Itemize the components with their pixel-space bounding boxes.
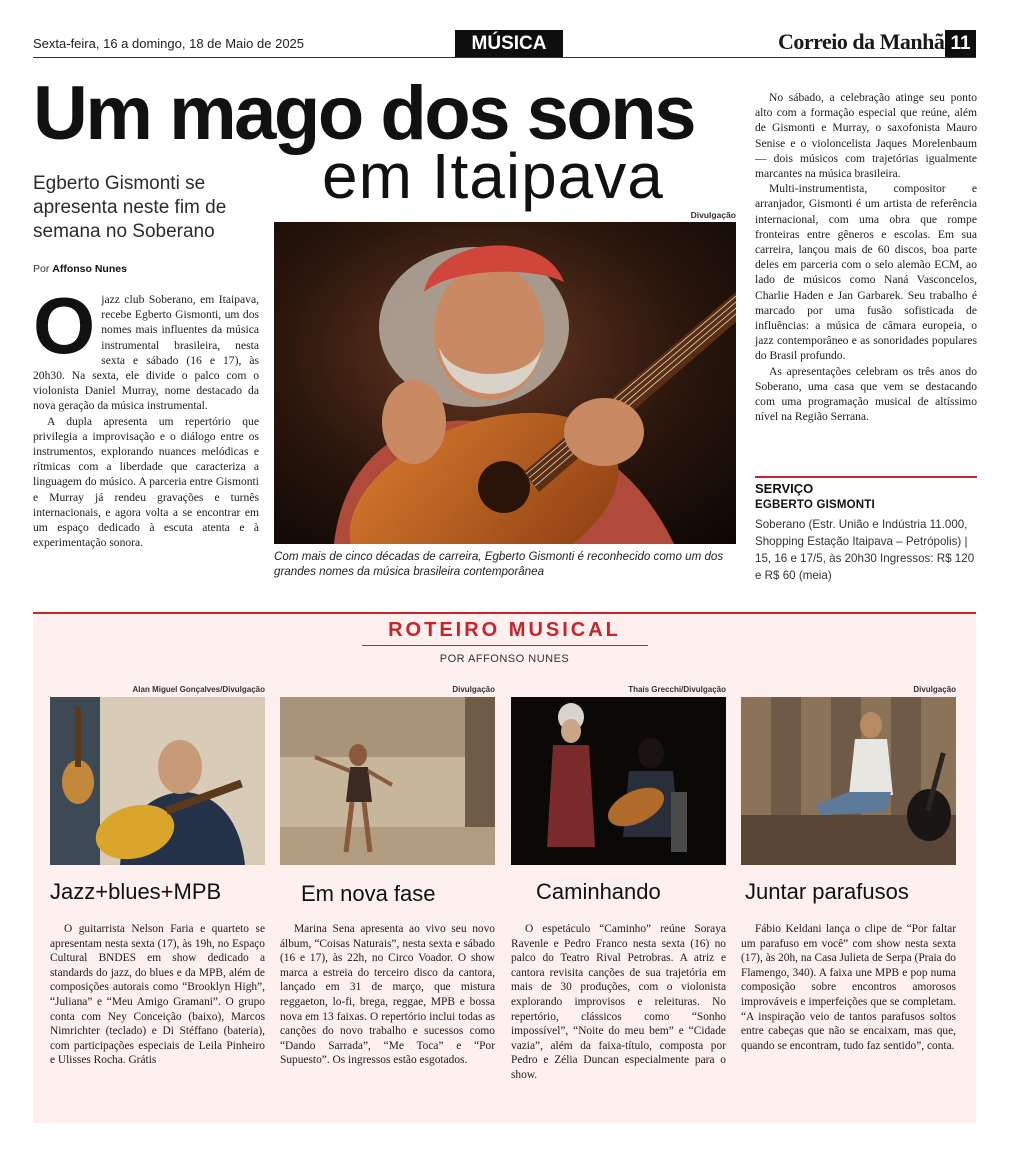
card-title: Juntar parafusos: [745, 879, 909, 904]
dropcap: O: [33, 281, 96, 370]
article-column-1: [33, 281, 259, 550]
main-photo: [274, 222, 736, 544]
card-title: Em nova fase: [301, 881, 436, 906]
card-photo: [280, 697, 495, 865]
roteiro-byline: POR AFFONSO NUNES: [439, 653, 570, 665]
header-divider: [33, 57, 976, 58]
byline-author: Affonso Nunes: [52, 263, 127, 275]
card-text: [280, 922, 495, 1068]
servico-subtitle: EGBERTO GISMONTI: [755, 499, 875, 511]
paragraph: jazz club Soberano, em Itaipava, recebe Egberto Gismonti, um dos nomes mais influentes da música instrumental brasileira, nesta sexta e sábado (16 e 17), às 20h30. Na sexta, ele divide o palco com o violonista Daniel Murray, nome destacado da nova geração da música instrumental.: [33, 293, 259, 413]
paragraph: Multi-instrumentista, compositor e arranjador, Gismonti é um artista de referência internacional, com uma obra que rompe fronteiras entre gêneros e escolas. Em sua carreira, lançou mais de 60 discos, boa parte deles em parceria com o selo alemão ECM, ao lado de músicos como Naná Vasconcelos, Charlie Haden e Jan Garbarek. Seu trabalho é marcado por uma fusão sofisticada de influências: a música de câmara europeia, o jazz contemporâneo e as sonoridades populares do Brasil profundo.: [755, 182, 977, 363]
roteiro-title: ROTEIRO MUSICAL: [388, 619, 621, 641]
card-photo-credit: Divulgação: [913, 685, 956, 694]
headline-line2: em Itaipava: [322, 140, 664, 212]
card-paragraph: O espetáculo “Caminho” reúne Soraya Ravenle e Pedro Franco nesta sexta (16) no palco do Teatro Rival Petrobras. A atriz e cantora revisita canções de sua trajetória em mais de 30 produções, com o violonista explorando improvisos e releituras. No repertório, clássicos como “Sonho impossível”, “Noite do meu bem” e “Cidade vazia”, além da faixa-título, composta por Pedro e Zélia Duncan especialmente para o show.: [511, 923, 726, 1081]
article-column-3: [755, 90, 977, 424]
photo-gismonti-guitar: [274, 222, 736, 544]
card-paragraph: Fábio Keldani lança o clipe de “Por faltar um parafuso em você” com show nesta sexta (17), às 20h, na Casa Julieta de Serpa (Praia do Flamengo, 340). A faixa une MPB e pop numa composição sobre encontros amorosos improváveis e imperfeições que se completam. “A inspiração veio de tantos parafusos soltos entre cabeças que não se encaixam, mas que, quando se encontram, tudo faz sentido”, conta.: [741, 923, 956, 1052]
headline-line1: Um mago dos sons: [33, 71, 694, 156]
card-paragraph: O guitarrista Nelson Faria e quarteto se apresentam nesta sexta (17), às 19h, no Espaço Cultural BNDES em show dedicado a standards do jazz, do blues e da MPB, além de composições autorais como “Brooklyn High”, “Juliana” e “Meu Amigo Gramani”. O grupo conta com Ney Conceição (baixo), Marcos Nimrichter (teclado) e Di Stéffano (bateria), com participações especiais de Leila Pinheiro e Ulisses Rocha. Grátis: [50, 923, 265, 1067]
photo-guitarist: [50, 697, 265, 865]
paragraph: As apresentações celebram os três anos do Soberano, uma casa que vem se destacando com uma programação musical de altíssimo nível na Região Serrana.: [755, 364, 977, 424]
photo-singer-stage: [280, 697, 495, 865]
photo-duo-stage: [511, 697, 726, 865]
roteiro-title-underline: [362, 645, 648, 646]
card-paragraph: Marina Sena apresenta ao vivo seu novo álbum, “Coisas Naturais”, nesta sexta e sábado (16 e 17), às 22h, no Circo Voador. O show marca a estreia do terceiro disco da cantora, lançado em 31 de março, que mistura reggaeton, lo-fi, brega, reggae, MPB e bossa nova em 13 faixas. O repertório inclui todas as canções do novo trabalho e sucessos como “Dando Sarrada”, “Me Toca” e “Por Supuesto”. Os ingressos estão esgotados.: [280, 923, 495, 1067]
servico-title: SERVIÇO: [755, 481, 814, 496]
card-photo-credit: Thaís Grecchi/Divulgação: [628, 685, 726, 694]
card-text: [50, 922, 265, 1068]
photo-man-seated-guitar: [741, 697, 956, 865]
byline-prefix: Por: [33, 263, 50, 275]
card-photo: [741, 697, 956, 865]
card-photo-credit: Alan Miguel Gonçalves/Divulgação: [132, 685, 265, 694]
card-text: [511, 922, 726, 1083]
byline: [33, 263, 127, 275]
card-photo: [50, 697, 265, 865]
servico-text: Soberano (Estr. União e Indústria 11.000, Shopping Estação Itaipava – Petrópolis) | 15, 16 e 17/5, às 20h30 Ingressos: R$ 120 e R$ 60 (meia): [755, 518, 975, 582]
paragraph: A dupla apresenta um repertório que privilegia a improvisação e o diálogo entre os instrumentos, explorando nuances melódicas e rítmicas com a liberdade que caracteriza a linguagem do músico. A parceria entre Gismonti e Murray já rendeu gravações e turnês internacionais, e agora volta a se encontrar em um espaço dedicado à escuta atenta e à experimentação sonora.: [33, 414, 259, 550]
servico-divider: [755, 476, 977, 478]
section-label: MÚSICA: [455, 30, 563, 57]
subheadline: Egberto Gismonti se apresenta neste fim de semana no Soberano: [33, 173, 227, 242]
page-number: 11: [945, 30, 976, 57]
card-title: Jazz+blues+MPB: [50, 879, 222, 904]
issue-date: Sexta-feira, 16 a domingo, 18 de Maio de 2025: [33, 36, 305, 51]
photo-caption: Com mais de cinco décadas de carreira, Egberto Gismonti é reconhecido como um dos grandes nomes da música brasileira contemporânea: [274, 550, 724, 578]
card-title: Caminhando: [536, 879, 661, 904]
card-text: [741, 922, 956, 1053]
newspaper-name: Correio da Manhã: [778, 29, 945, 54]
card-photo-credit: Divulgação: [452, 685, 495, 694]
paragraph: No sábado, a celebração atinge seu ponto alto com a formação especial que reúne, além de Gismonti e Murray, o saxofonista Mauro Senise e o violoncelista Jaques Morelenbaum — dois músicos com trajetórias igualmente marcantes na música brasileira.: [755, 91, 977, 181]
card-photo: [511, 697, 726, 865]
photo-credit: Divulgação: [690, 210, 736, 220]
